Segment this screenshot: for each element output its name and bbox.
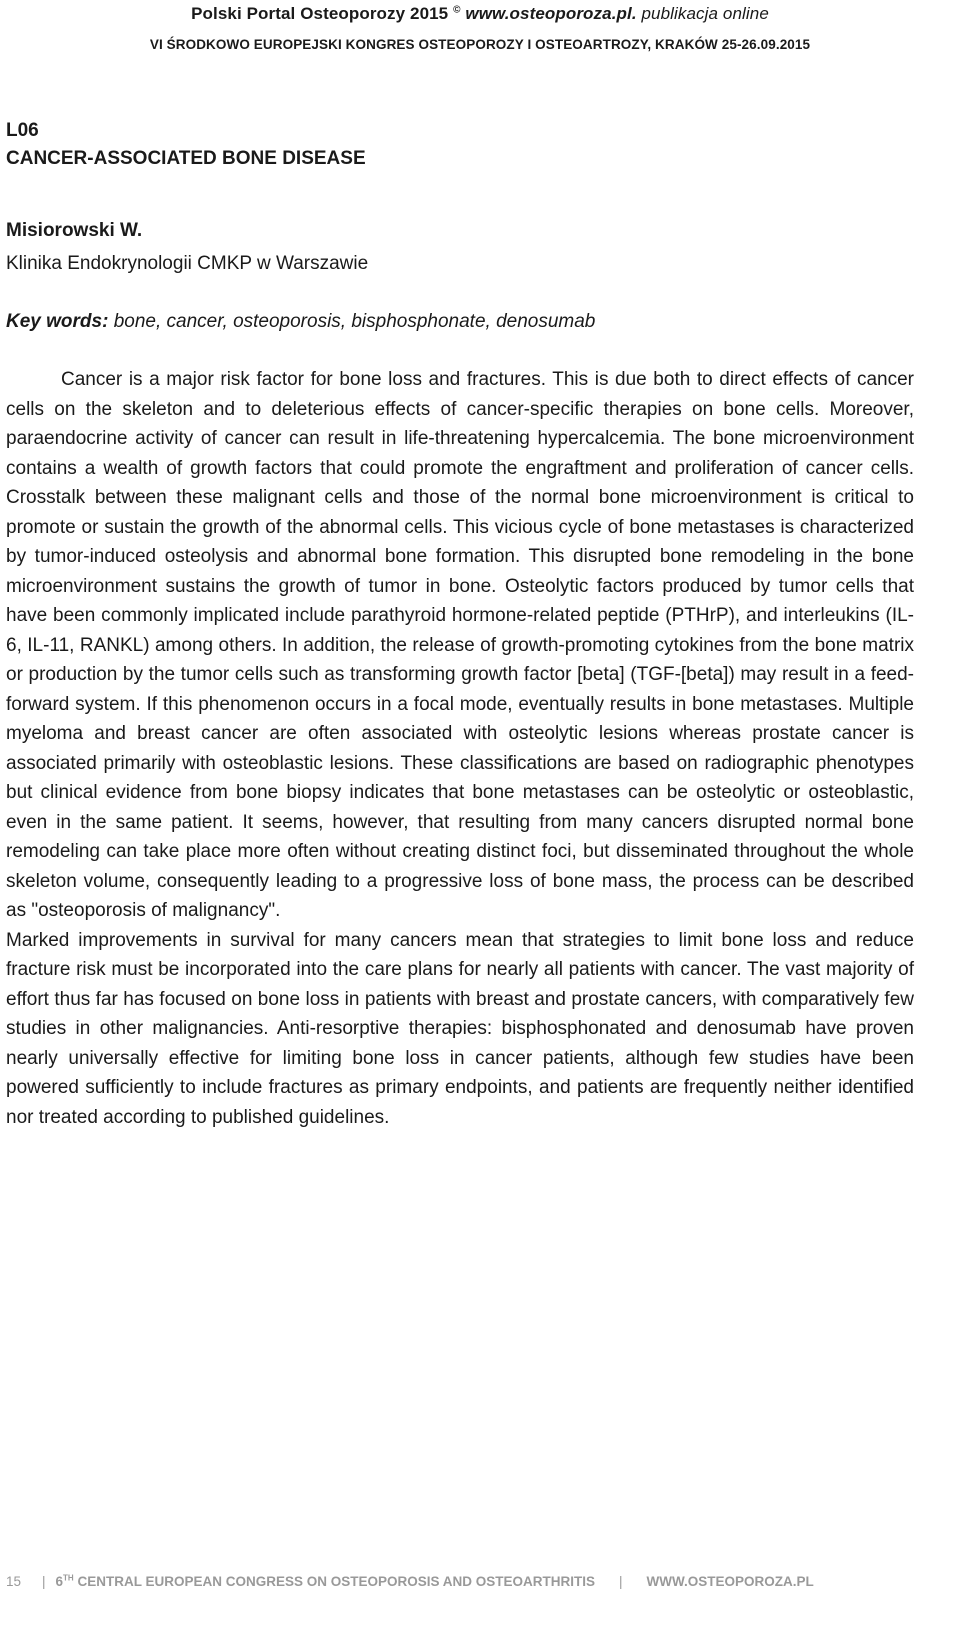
page-number: 15 bbox=[6, 1574, 22, 1589]
keywords-line bbox=[6, 308, 914, 336]
footer-separator-2: | bbox=[619, 1574, 623, 1589]
header-url: www.osteoporoza.pl. bbox=[465, 4, 637, 23]
abstract-title: CANCER-ASSOCIATED BONE DISEASE bbox=[6, 148, 366, 169]
footer-congress-text: CENTRAL EUROPEAN CONGRESS ON OSTEOPOROSIS AND OSTEOARTHRITIS bbox=[77, 1574, 596, 1589]
keywords-list: bone, cancer, osteoporosis, bisphosphonate, denosumab bbox=[108, 311, 596, 332]
header-portal-name: Polski Portal Osteoporozy 2015 bbox=[191, 4, 449, 23]
author-name: Misiorowski W. bbox=[6, 220, 143, 241]
footer-congress-name bbox=[56, 1574, 596, 1589]
header-congress-line: VI ŚRODKOWO EUROPEJSKI KONGRES OSTEOPOROZY I OSTEOARTROZY, KRAKÓW 25-26.09.2015 bbox=[149, 37, 811, 52]
footer-ordinal-suffix: TH bbox=[63, 1573, 74, 1583]
page-footer bbox=[6, 1574, 920, 1589]
abstract-paragraph-1: Cancer is a major risk factor for bone loss and fractures. This is due both to direct effects of cancer cells on the skeleton and to deleterious effects of cancer-specific therapies on bone cells. Moreover, paraendocrine activity of cancer can result in life-threatening hypercalcemia. The bone microenvironment contains a wealth of growth factors that could promote the engraftment and proliferation of cancer cells. Crosstalk between these malignant cells and those of the normal bone microenvironment is critical to promote or sustain the growth of the abnormal cells. This vicious cycle of bone metastases is characterized by tumor-induced osteolysis and abnormal bone formation. This disrupted bone remodeling in the bone microenvironment sustains the growth of tumor in bone. Osteolytic factors produced by tumor cells that have been commonly implicated include parathyroid hormone-related peptide (PTHrP), and interleukins (IL-6, IL-11, RANKL) among others. In addition, the release of growth-promoting cytokines from the bone matrix or production by the tumor cells such as transforming growth factor [beta] (TGF-[beta]) may result in a feed-forward system. If this phenomenon occurs in a focal mode, eventually results in bone metastases. Multiple myeloma and breast cancer are often associated with osteolytic lesions whereas prostate cancer is associated primarily with osteoblastic lesions. These classifications are based on radiographic phenotypes but clinical evidence from bone biopsy indicates that bone metastases can be osteolytic or osteoblastic, even in the same patient. It seems, however, that resulting from many cancers disrupted normal bone remodeling can take place more often without creating distinct foci, but disseminated throughout the whole skeleton volume, consequently leading to a progressive loss of bone mass, the process can be described as "osteoporosis of malignancy". bbox=[6, 369, 914, 921]
keywords-label: Key words: bbox=[6, 311, 109, 332]
header-portal-line bbox=[0, 4, 960, 24]
header-publication-note: publikacja online bbox=[641, 4, 769, 23]
copyright-mark: © bbox=[453, 4, 461, 16]
footer-website: WWW.OSTEOPOROZA.PL bbox=[646, 1574, 814, 1589]
article-body bbox=[6, 117, 914, 1132]
footer-ordinal-number: 6 bbox=[55, 1574, 64, 1589]
abstract-code: L06 bbox=[6, 120, 39, 141]
abstract-paragraph-2: Marked improvements in survival for many cancers mean that strategies to limit bone loss and reduce fracture risk must be incorporated into the care plans for nearly all patients with cancer. The vast majority of effort thus far has focused on bone loss in patients with breast and prostate cancers, with comparatively few studies in other malignancies. Anti-resorptive therapies: bisphosphonated and denosumab have proven nearly universally effective for limiting bone loss in cancer patients, although few studies have been powered sufficiently to include fractures as primary endpoints, and patients are frequently neither identified nor treated according to published guidelines. bbox=[6, 929, 914, 1128]
author-affiliation: Klinika Endokrynologii CMKP w Warszawie bbox=[6, 253, 369, 274]
footer-separator: | bbox=[42, 1574, 46, 1589]
